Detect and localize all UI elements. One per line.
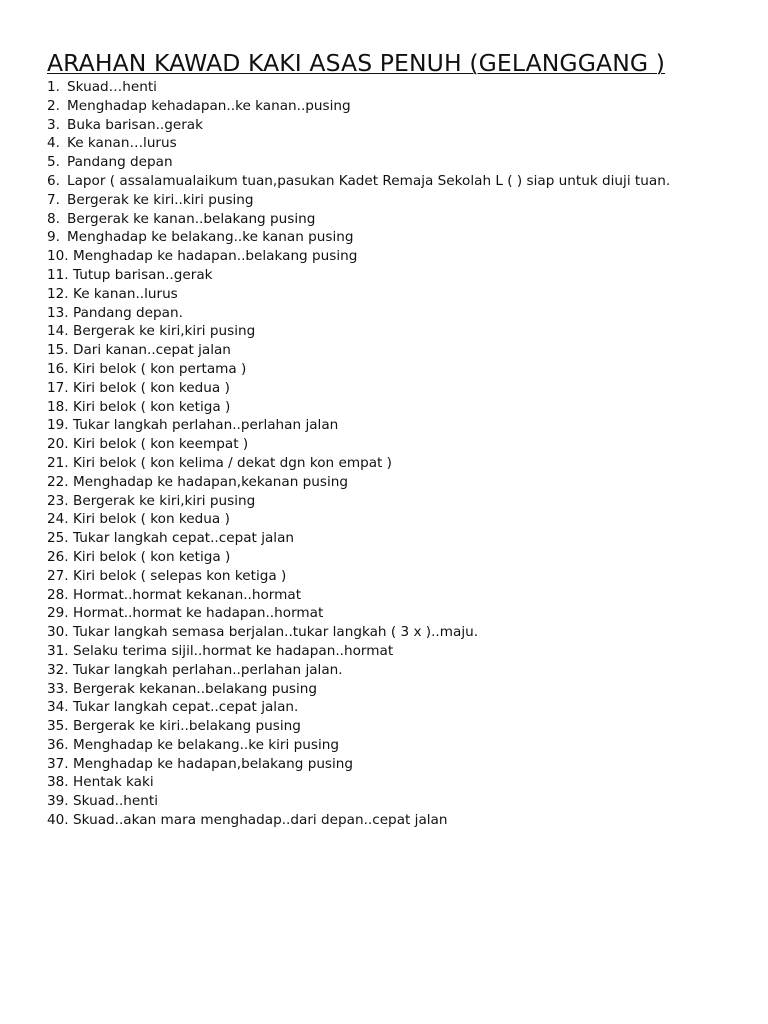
list-item-number: 24. [47,511,69,528]
list-item-number: 19. [47,417,69,434]
list-item-text: Kiri belok ( kon ketiga ) [73,398,231,415]
list-item-number: 25. [47,530,69,547]
list-item-text: Hormat..hormat kekanan..hormat [73,586,302,603]
list-item-text: Menghadap ke hadapan..belakang pusing [73,248,358,265]
list-item [47,567,737,586]
list-item-text: Pandang depan. [73,304,183,321]
list-item-text: Hentak kaki [73,774,154,791]
list-item-number: 31. [47,642,69,659]
list-item-number: 28. [47,586,69,603]
list-item-text: Kiri belok ( selepas kon ketiga ) [73,567,287,584]
list-item-number: 13. [47,304,69,321]
list-item [47,642,737,661]
list-item-number: 37. [47,755,69,772]
list-item [47,116,737,135]
list-item-text: Tukar langkah cepat..cepat jalan. [73,699,299,716]
list-item [47,341,737,360]
list-item-text: Selaku terima sijil..hormat ke hadapan..hormat [73,642,394,659]
list-item-number: 8. [47,210,60,227]
list-item-text: Kiri belok ( kon pertama ) [73,360,247,377]
list-item [47,322,737,341]
list-item [47,398,737,417]
list-item-number: 36. [47,736,69,753]
list-item-text: Menghadap ke belakang..ke kiri pusing [73,736,339,753]
list-item-text: Tukar langkah cepat..cepat jalan [73,530,295,547]
list-item-text: Bergerak ke kiri,kiri pusing [73,492,256,509]
list-item-text: Ke kanan…lurus [67,135,177,152]
list-item-text: Hormat..hormat ke hadapan..hormat [73,605,324,622]
list-item [47,604,737,623]
list-item [47,661,737,680]
list-item-text: Tukar langkah perlahan..perlahan jalan. [73,661,343,678]
list-item [47,416,737,435]
list-item [47,811,737,830]
list-item [47,698,737,717]
list-item-text: Bergerak ke kiri..belakang pusing [73,718,301,735]
list-item-text: Kiri belok ( kon ketiga ) [73,548,231,565]
list-item-text: Skuad..henti [73,793,159,810]
list-item [47,623,737,642]
list-item-number: 6. [47,172,60,189]
list-item [47,473,737,492]
list-item-text: Bergerak ke kiri..kiri pusing [67,191,254,208]
list-item [47,773,737,792]
list-item-number: 21. [47,454,69,471]
list-item-text: Tutup barisan..gerak [73,266,213,283]
list-item-number: 32. [47,661,69,678]
list-item [47,78,737,97]
list-item [47,247,737,266]
list-item-text: Kiri belok ( kon kedua ) [73,511,230,528]
list-item-text: Kiri belok ( kon kedua ) [73,379,230,396]
list-item [47,755,737,774]
list-item [47,304,737,323]
list-item-number: 18. [47,398,69,415]
list-item-number: 35. [47,718,69,735]
list-item-number: 14. [47,323,69,340]
list-item [47,510,737,529]
list-item-text: Menghadap ke hadapan,kekanan pusing [73,473,349,490]
list-item-number: 15. [47,342,69,359]
list-item [47,210,737,229]
list-item-number: 16. [47,360,69,377]
list-item-number: 20. [47,436,69,453]
list-item-number: 34. [47,699,69,716]
list-item-text: Buka barisan..gerak [67,116,204,133]
list-item [47,134,737,153]
list-item-number: 2. [47,97,60,114]
list-item [47,360,737,379]
list-item-text: Bergerak ke kiri,kiri pusing [73,323,256,340]
list-item-number: 3. [47,116,60,133]
list-item-number: 23. [47,492,69,509]
list-item-text: Menghadap ke belakang..ke kanan pusing [67,229,354,246]
list-item-text: Skuad..akan mara menghadap..dari depan..cepat jalan [73,812,448,829]
list-item-number: 1. [47,79,60,95]
list-item [47,492,737,511]
list-item [47,266,737,285]
list-item [47,153,737,172]
list-item [47,717,737,736]
document-title: ARAHAN KAWAD KAKI ASAS PENUH (GELANGGANG ) [47,49,666,77]
list-item-number: 39. [47,793,69,810]
list-item-number: 4. [47,135,60,152]
list-item [47,285,737,304]
list-item-text: Ke kanan..lurus [73,285,178,302]
list-item-number: 17. [47,379,69,396]
list-item [47,529,737,548]
list-item-number: 30. [47,624,69,641]
list-item-text: Menghadap kehadapan..ke kanan..pusing [67,97,351,114]
list-item [47,172,737,191]
list-item-text: Bergerak kekanan..belakang pusing [73,680,318,697]
drill-command-list [47,78,737,830]
list-item-text: Kiri belok ( kon kelima / dekat dgn kon empat ) [73,454,392,471]
list-item-text: Dari kanan..cepat jalan [73,342,231,359]
list-item-number: 33. [47,680,69,697]
list-item [47,97,737,116]
list-item-number: 40. [47,812,69,829]
list-item-text: Kiri belok ( kon keempat ) [73,436,249,453]
list-item [47,680,737,699]
list-item-number: 38. [47,774,69,791]
list-item-text: Tukar langkah perlahan..perlahan jalan [73,417,339,434]
list-item-number: 26. [47,548,69,565]
list-item-number: 5. [47,154,60,171]
list-item [47,736,737,755]
list-item [47,228,737,247]
list-item [47,454,737,473]
list-item-text: Bergerak ke kanan..belakang pusing [67,210,316,227]
list-item-number: 22. [47,473,69,490]
list-item-number: 7. [47,191,60,208]
list-item-number: 11. [47,266,69,283]
list-item-text: Pandang depan [67,154,173,171]
list-item-text: Menghadap ke hadapan,belakang pusing [73,755,354,772]
list-item-number: 12. [47,285,69,302]
list-item-text: Skuad…henti [67,79,157,95]
list-item [47,379,737,398]
list-item-number: 10. [47,248,69,265]
list-item [47,191,737,210]
list-item-number: 27. [47,567,69,584]
list-item-number: 9. [47,229,60,246]
list-item-number: 29. [47,605,69,622]
list-item-text: Tukar langkah semasa berjalan..tukar langkah ( 3 x )..maju. [73,624,479,641]
list-item [47,586,737,605]
list-item [47,792,737,811]
list-item [47,435,737,454]
list-item-text: Lapor ( assalamualaikum tuan,pasukan Kadet Remaja Sekolah L ( ) siap untuk diuji tuan. [67,172,671,189]
list-item [47,548,737,567]
